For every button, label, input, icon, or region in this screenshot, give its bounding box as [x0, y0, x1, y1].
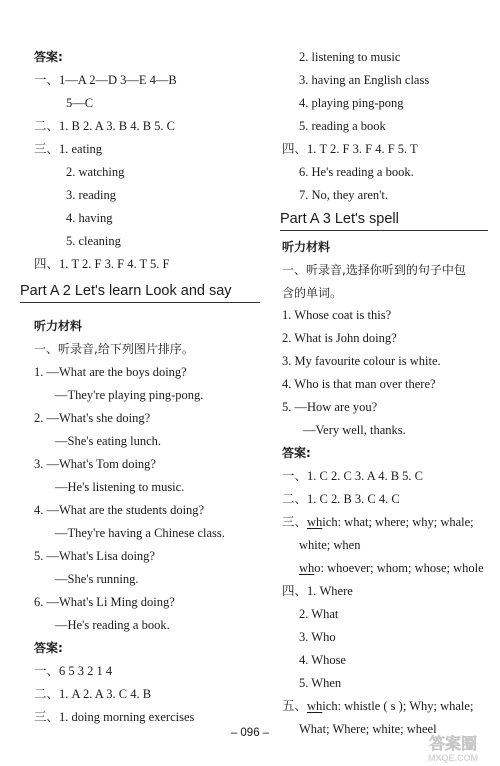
answer-line: 3. having an English class: [299, 73, 430, 87]
dialogue-line: 1. —What are the boys doing?: [34, 365, 187, 379]
dialogue-line: —She's eating lunch.: [55, 434, 162, 448]
dialogue-line: 5. —What's Lisa doing?: [34, 549, 155, 563]
answer-line: [299, 560, 484, 576]
answer-line: 5—C: [66, 96, 94, 110]
dialogue-line: 3. —What's Tom doing?: [34, 457, 156, 471]
instruction: 含的单词。: [282, 286, 343, 300]
answer-text: ich: what; where; why; whale;: [322, 515, 474, 529]
listening-title: 听力材料: [34, 319, 83, 333]
sentence: 1. Whose coat is this?: [282, 308, 392, 322]
sentence: 2. What is John doing?: [282, 331, 397, 345]
dialogue-line: —They're playing ping-pong.: [55, 388, 204, 402]
watermark-text: 答案圈: [428, 734, 478, 753]
sentence: 3. My favourite colour is white.: [282, 354, 441, 368]
answer-line: 四、1. T 2. F 3. F 4. F 5. T: [282, 142, 418, 156]
dialogue-line: 4. —What are the students doing?: [34, 503, 205, 517]
underlined-letters: wh: [307, 515, 323, 529]
instruction: 一、听录音,选择你听到的句子中包: [282, 263, 466, 277]
answer-line: 5. When: [299, 676, 342, 690]
instruction: 一、听录音,给下列图片排序。: [34, 342, 194, 356]
answer-line: 2. listening to music: [299, 50, 401, 64]
answer-line: 三、1. eating: [34, 142, 103, 156]
sentence: 5. —How are you?: [282, 400, 378, 414]
page-number: – 096 –: [230, 727, 270, 739]
answer-line: 2. watching: [66, 165, 125, 179]
underlined-letters: wh: [307, 699, 323, 713]
answer-line: 四、1. T 2. F 3. F 4. T 5. F: [34, 257, 170, 271]
dialogue-line: —He's reading a book.: [55, 618, 170, 632]
answers-title: 答案:: [34, 641, 63, 655]
answer-line: 一、1—A 2—D 3—E 4—B: [34, 73, 177, 87]
answer-line: 4. having: [66, 211, 113, 225]
answer-text: o: whoever; whom; whose; whole: [314, 561, 484, 575]
sentence: —Very well, thanks.: [303, 423, 406, 437]
item-prefix: 三、: [282, 515, 308, 529]
answer-line: [282, 698, 473, 714]
answer-line: 6. He's reading a book.: [299, 165, 414, 179]
dialogue-line: —He's listening to music.: [55, 480, 185, 494]
dialogue-line: —She's running.: [55, 572, 139, 586]
dialogue-line: 2. —What's she doing?: [34, 411, 151, 425]
answers-title: 答案:: [34, 50, 63, 64]
underlined-letters: wh: [299, 561, 315, 575]
answer-line: [282, 514, 474, 530]
heading-underline: [280, 230, 488, 231]
answers-title: 答案:: [282, 446, 311, 460]
answer-line: 一、1. C 2. C 3. A 4. B 5. C: [282, 469, 423, 483]
answer-text: ich: whistle ( s ); Why; whale;: [322, 699, 474, 713]
dialogue-line: —They're having a Chinese class.: [55, 526, 225, 540]
answer-line: 三、1. doing morning exercises: [34, 710, 195, 724]
answer-line: 二、1. B 2. A 3. B 4. B 5. C: [34, 119, 175, 133]
answer-line: 5. reading a book: [299, 119, 386, 133]
answer-line: 7. No, they aren't.: [299, 188, 389, 202]
part-a3-heading: Part A 3 Let's spell: [280, 211, 399, 227]
answer-line: 4. playing ping-pong: [299, 96, 404, 110]
sentence: 4. Who is that man over there?: [282, 377, 436, 391]
answer-line: What; Where; white; wheel: [299, 722, 437, 736]
answer-line: white; when: [299, 538, 361, 552]
heading-underline: [20, 302, 260, 303]
listening-title: 听力材料: [282, 240, 331, 254]
answer-line: 一、6 5 3 2 1 4: [34, 664, 113, 678]
answer-line: 3. reading: [66, 188, 116, 202]
answer-line: 3. Who: [299, 630, 336, 644]
answer-line: 4. Whose: [299, 653, 346, 667]
answer-line: 二、1. C 2. B 3. C 4. C: [282, 492, 400, 506]
dialogue-line: 6. —What's Li Ming doing?: [34, 595, 175, 609]
item-prefix: 五、: [282, 699, 308, 713]
watermark-url: MXQE.COM: [427, 753, 479, 763]
answer-line: 5. cleaning: [66, 234, 121, 248]
watermark-logo: [410, 732, 496, 764]
answer-line: 2. What: [299, 607, 339, 621]
part-a2-heading: Part A 2 Let's learn Look and say: [20, 283, 232, 299]
answer-line: 二、1. A 2. A 3. C 4. B: [34, 687, 152, 701]
answer-line: 四、1. Where: [282, 584, 353, 598]
